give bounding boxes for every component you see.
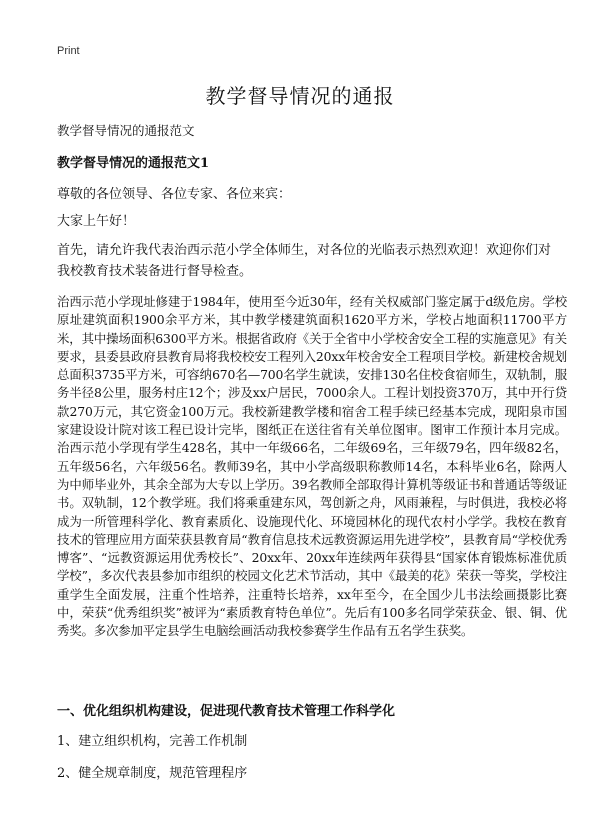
section1-title: 一、优化组织机构建设，促进现代教育技术管理工作科学化	[57, 704, 396, 719]
greeting: 大家上午好！	[57, 214, 136, 229]
document-title: 教学督导情况的通报	[205, 84, 395, 108]
list-item: 2、健全规章制度，规范管理程序	[57, 766, 248, 781]
document-subtitle: 教学督导情况的通报范文	[57, 123, 195, 138]
list-item: 1、建立组织机构，完善工作机制	[57, 734, 248, 749]
print-label: Print	[57, 45, 80, 57]
section-heading: 教学督导情况的通报范文1	[57, 156, 210, 171]
paragraph-welcome: 首先，请允许我代表治西示范小学全体师生，对各位的光临表示热烈欢迎！欢迎你们对我校教育技术装备进行督导检查。	[57, 243, 552, 279]
salutation: 尊敬的各位领导、各位专家、各位来宾：	[57, 187, 292, 202]
paragraph-school-overview: 治西示范小学现址修建于1984年，使用至今近30年，经有关权威部门鉴定属于d级危房。学校原址建筑面积1900余平方米，其中教学楼建筑面积1620平方米，学校占地面积11700平方米，其中操场面积6300平方米。根据省政府《关于全省中小学校舍安全工程的实施意见》有关要求，县委县政府县教育局将我校校安工程列入20xx年校舍安全工程项目学校。新建校舍规划总面积3735平方米，可容纳670名—700名学生就读，安排130名住校食宿师生，双轨制，服务半径8公里，服务村庄12个；涉及xx户居民，7000余人。工程计划投资370万，其中开行贷款270万元，其它资金100万元。我校新建教学楼和宿舍工程手续已经基本完成，现阳泉市国家建设设计院对该工程已设计完毕，图纸正在送往省有关单位图审。图审工作预计本月完成。治西示范小学现有学生428名，其中一年级66名，二年级69名，三年级79名，四年级82名，五年级56名，六年级56名。教师39名，其中小学高级职称教师14名，本科毕业6名，除两人为中师毕业外，其余全部为大专以上学历。39名教师全部取得计算机等级证书和普通话等级证书。双轨制，12个教学班。我们将乘重建东风，驾创新之舟，风雨兼程，与时俱进，我校必将成为一所管理科学化、教育素质化、设施现代化、环境园林化的现代农村小学学。我校在教育技术的管理应用方面荣获县教育局“教育信息技术远教资源运用先进学校”，县教育局“学校优秀博客”、“远教资源运用优秀校长”、20xx年、20xx年连续两年获得县“国家体育锻炼标准优质学校”，多次代表县参加市组织的校园文化艺术节活动，其中《最美的花》荣获一等奖，学校注重学生全面发展，注重个性培养，注重特长培养，xx年至今，在全国少儿书法绘画摄影比赛中，荣获“优秀组织奖”被评为“素质教育特色单位”。先后有100多名同学荣获金、银、铜、优秀奖。多次参加平定县学生电脑绘画活动我校参赛学生作品有五名学生获奖。	[57, 294, 567, 639]
